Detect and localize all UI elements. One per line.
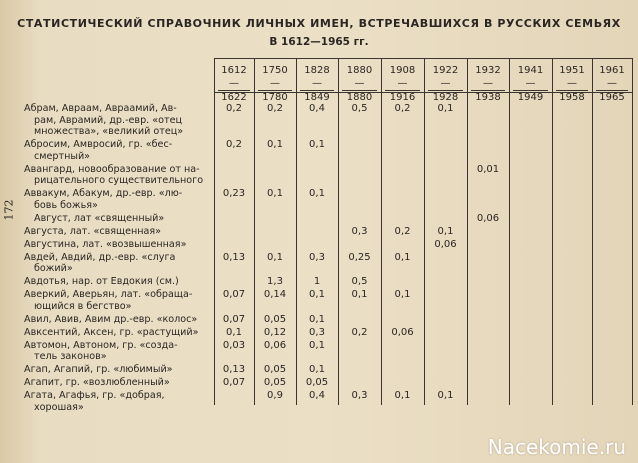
table-cell: 0,2 — [267, 103, 283, 114]
name-line: Агапит, гр. «возлюбленный» — [24, 377, 170, 388]
table-cell: 0,1 — [267, 251, 283, 263]
table-top-rule — [214, 58, 632, 59]
name-line: Агап, Агапий, гр. «любимый» — [24, 364, 173, 375]
table-row-name — [24, 276, 214, 288]
period-end: 1965 — [599, 92, 625, 103]
column-rule — [467, 58, 468, 405]
table-row-name — [24, 239, 214, 251]
period-header — [254, 64, 296, 104]
table-cell: 0,05 — [263, 364, 287, 375]
period-end: 1938 — [475, 92, 501, 103]
period-end: 1958 — [559, 92, 585, 103]
table-row-name — [24, 390, 214, 413]
period-end: 1949 — [517, 92, 544, 103]
period-end: 1780 — [262, 92, 288, 103]
period-end: 1622 — [221, 92, 247, 103]
table-cell: 0,1 — [437, 390, 454, 401]
name-line: множества», «великий отец» — [34, 126, 184, 137]
table-row-name — [24, 188, 214, 211]
period-header — [424, 64, 467, 104]
period-end: 1849 — [304, 92, 330, 103]
table-cell: 0,1 — [351, 289, 368, 300]
name-line: божий» — [34, 263, 73, 274]
period-header — [592, 64, 632, 104]
name-line: Агата, Агафья, гр. «добрая, — [24, 390, 165, 401]
table-cell: 0,07 — [222, 289, 246, 300]
table-row-name — [24, 103, 214, 138]
table-row-name — [24, 226, 214, 238]
table-cell: 0,1 — [267, 139, 283, 150]
table-row-name — [24, 364, 214, 376]
period-header — [552, 64, 592, 104]
name-line: тель законов» — [34, 351, 107, 362]
period-start: 1941— — [513, 64, 548, 91]
table-cell: 0,1 — [437, 225, 454, 237]
period-header — [214, 64, 254, 104]
name-line: Авил, Авив, Авим др.-евр. «колос» — [24, 313, 198, 325]
table-cell: 0,07 — [222, 377, 246, 388]
table-cell: 0,2 — [226, 139, 242, 150]
column-rule — [552, 58, 553, 405]
name-line: Августа, лат. «священная» — [24, 225, 162, 237]
table-cell: 0,05 — [263, 313, 287, 325]
table-cell: 0,3 — [309, 251, 325, 263]
name-line: Авдотья, нар. от Евдокия (см.) — [24, 276, 179, 287]
name-line: Августина, лат. «возвышенная» — [24, 238, 187, 250]
period-header — [296, 64, 338, 104]
table-cell: 1,3 — [267, 276, 283, 287]
table-row-name — [24, 213, 214, 225]
period-header — [338, 64, 381, 104]
table-cell: 0,3 — [309, 326, 325, 338]
table-cell: 0,1 — [309, 139, 325, 150]
table-cell: 0,03 — [222, 339, 246, 351]
table-cell: 0,2 — [394, 225, 411, 237]
name-line: Аввакум, Абакум, др.-евр. «лю- — [24, 188, 183, 199]
table-cell: 0,1 — [309, 313, 325, 325]
column-rule — [632, 58, 633, 405]
table-row-name — [24, 164, 214, 187]
page-title: СТАТИСТИЧЕСКИЙ СПРАВОЧНИК ЛИЧНЫХ ИМЕН, ВСТРЕЧАВШИХСЯ В РУССКИХ СЕМЬЯХ — [17, 17, 621, 30]
name-line: смертный» — [34, 150, 91, 162]
table-cell: 0,25 — [348, 251, 371, 263]
table-row-name — [24, 289, 214, 312]
period-end: 1916 — [389, 92, 416, 103]
period-start: 1932— — [471, 64, 505, 91]
name-line: Абросим, Амвросий, гр. «бес- — [24, 139, 173, 150]
table-row-name — [24, 139, 214, 162]
table-cell: 0,3 — [351, 225, 368, 237]
table-row-name — [24, 340, 214, 363]
period-header — [381, 64, 424, 104]
table-cell: 0,2 — [351, 326, 368, 338]
name-line: Абрам, Авраам, Авраамий, Ав- — [24, 103, 177, 114]
table-cell: 0,5 — [351, 103, 368, 114]
table-cell: 0,2 — [394, 103, 411, 114]
period-header — [467, 64, 509, 104]
period-header — [509, 64, 552, 104]
table-row-name — [24, 377, 214, 389]
period-start: 1908— — [385, 64, 420, 91]
table-cell: 0,06 — [263, 339, 287, 351]
name-line: бовь божья» — [34, 199, 98, 211]
name-line: ющийся в бегство» — [34, 300, 132, 312]
name-line: Авдей, Авдий, др.-евр. «слуга — [24, 251, 176, 263]
table-cell: 0,14 — [263, 289, 287, 300]
table-cell: 0,4 — [309, 103, 325, 114]
table-row-name — [24, 252, 214, 275]
table-cell: 0,12 — [263, 326, 287, 338]
table-cell: 0,1 — [309, 364, 325, 375]
period-start: 1828— — [300, 64, 334, 91]
name-line: Аверкий, Аверьян, лат. «обраща- — [24, 289, 193, 300]
column-rule — [509, 58, 510, 405]
period-end: 1928 — [432, 92, 459, 103]
table-cell: 0,01 — [476, 163, 500, 175]
name-line: Авксентий, Аксен, гр. «растущий» — [24, 326, 199, 338]
period-start: 1880— — [342, 64, 377, 91]
table-cell: 0,1 — [226, 326, 242, 338]
table-cell: 0,3 — [351, 390, 368, 401]
table-cell: 0,1 — [309, 289, 325, 300]
table-cell: 0,13 — [222, 251, 246, 263]
table-cell: 0,13 — [222, 364, 246, 375]
page-number: 172 — [2, 199, 16, 221]
table-cell: 0,9 — [267, 390, 283, 401]
table-cell: 0,4 — [309, 390, 325, 401]
table-cell: 0,23 — [222, 188, 246, 199]
period-start: 1922— — [428, 64, 463, 91]
table-cell: 0,1 — [267, 188, 283, 199]
name-line: рицательного существительного — [34, 175, 204, 186]
table-cell: 0,07 — [222, 313, 246, 325]
period-start: 1750— — [258, 64, 292, 91]
column-rule — [592, 58, 593, 405]
table-row-name — [24, 327, 214, 339]
table-cell: 0,2 — [226, 103, 242, 114]
name-line: Авангард, новообразование от на- — [24, 163, 200, 175]
table-cell: 0,1 — [309, 339, 325, 351]
table-cell: 0,1 — [394, 289, 411, 300]
name-line: рам, Аврамий, др.-евр. «отец — [34, 114, 183, 126]
period-start: 1961— — [596, 64, 628, 91]
table-cell: 0,1 — [309, 188, 325, 199]
name-line: Август, лат «священный» — [34, 212, 165, 224]
period-end: 1880 — [346, 92, 373, 103]
table-cell: 0,05 — [305, 377, 329, 388]
table-cell: 0,05 — [263, 377, 287, 388]
period-start: 1951— — [556, 64, 588, 91]
table-cell: 0,1 — [437, 103, 454, 114]
table-row-name — [24, 314, 214, 326]
table-cell: 1 — [313, 276, 321, 287]
table-cell: 0,1 — [394, 390, 411, 401]
table-cell: 0,5 — [351, 276, 368, 287]
name-line: хорошая» — [34, 401, 84, 413]
watermark: Nacekomie.ru — [487, 435, 626, 459]
table-cell: 0,1 — [394, 251, 411, 263]
table-cell: 0,06 — [434, 238, 457, 250]
name-line: Автомон, Автоном, гр. «созда- — [24, 339, 178, 351]
period-start: 1612— — [218, 64, 250, 91]
table-cell: 0,06 — [476, 212, 500, 224]
table-cell: 0,06 — [391, 326, 414, 338]
page-subtitle: В 1612—1965 гг. — [269, 36, 369, 48]
